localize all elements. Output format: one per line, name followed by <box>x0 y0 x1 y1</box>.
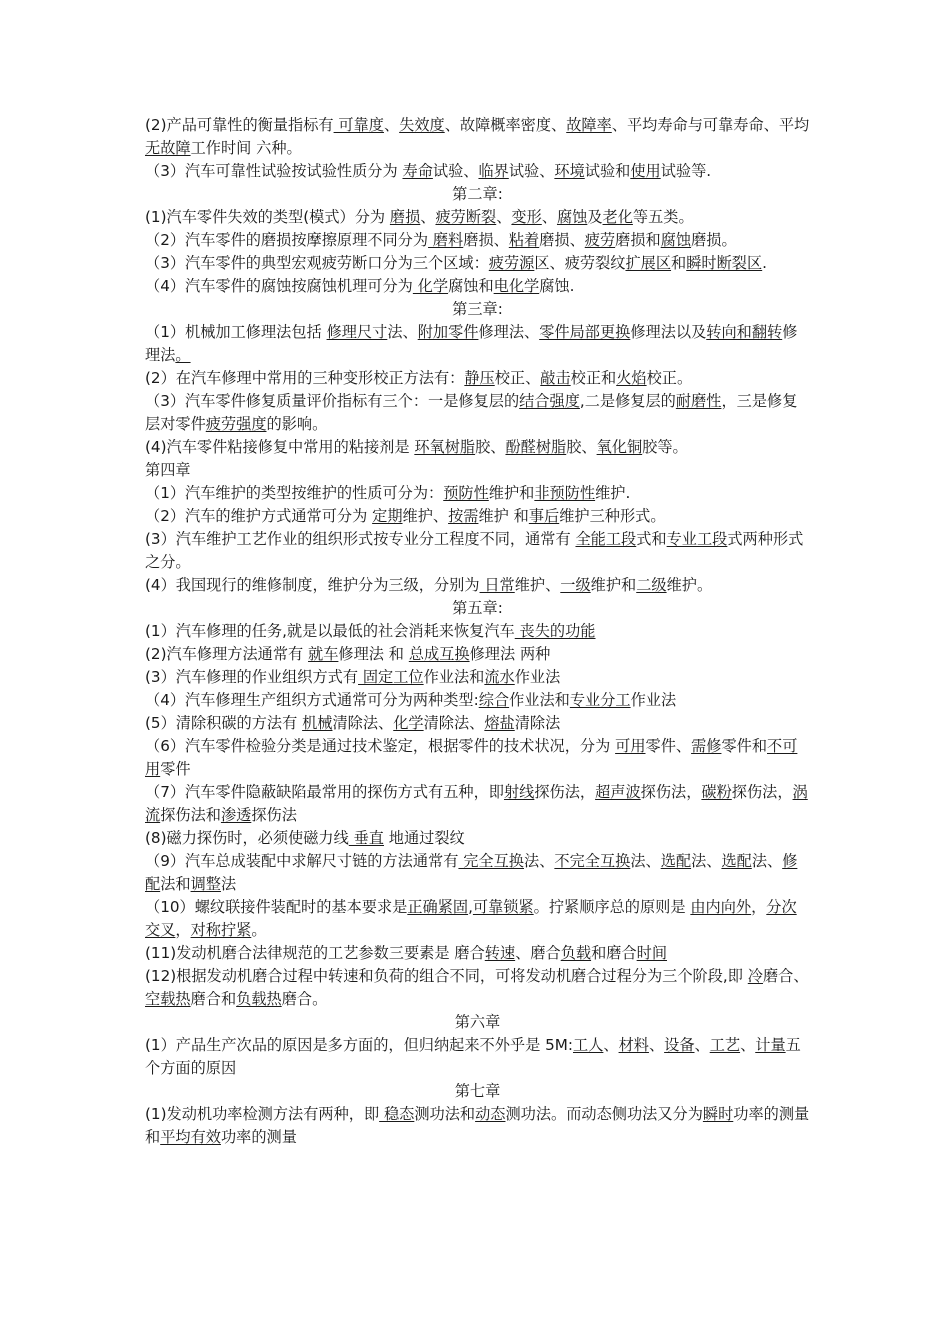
text-segment: 第七章 <box>454 1082 501 1100</box>
text-segment: 零件 <box>160 760 191 778</box>
underlined-answer: 化学 <box>393 714 424 732</box>
text-segment: 作业法和 <box>423 668 485 686</box>
text-line <box>145 689 810 712</box>
underlined-answer: 非预防性 <box>534 484 596 502</box>
text-segment: 修理法 和 <box>338 645 409 663</box>
text-line <box>145 1103 810 1149</box>
text-segment: 清除法、 <box>332 714 394 732</box>
text-segment: (4）我国现行的维修制度，维护分为三级，分别为 <box>145 576 480 594</box>
text-line <box>145 1034 810 1080</box>
underlined-answer: 流水 <box>484 668 515 686</box>
underlined-answer: 按需 <box>448 507 479 525</box>
text-segment: 、平均寿命与可靠寿命、平均 <box>611 116 810 134</box>
underlined-answer: 专业分工 <box>569 691 631 709</box>
text-segment: 第六章 <box>454 1013 501 1031</box>
text-segment: ，三是修复层对零件 <box>145 392 798 433</box>
text-segment: 第三章: <box>452 300 503 318</box>
underlined-answer: 稳态 <box>379 1105 415 1123</box>
text-segment: 、 <box>496 208 512 226</box>
text-line <box>145 482 810 505</box>
underlined-answer: 分次交叉 <box>145 898 797 939</box>
text-segment: 探伤法， <box>534 783 596 801</box>
text-segment: 磨合和 <box>190 990 237 1008</box>
text-segment: 和 <box>671 254 687 272</box>
text-segment: 第四章 <box>145 461 191 479</box>
text-segment: 法、 <box>524 852 555 870</box>
underlined-answer: 正确紧固 <box>407 898 469 916</box>
underlined-answer: 完全互换 <box>458 852 524 870</box>
underlined-answer: 结合强度 <box>519 392 580 410</box>
text-segment: 法、 <box>387 323 418 341</box>
text-segment: 维护 和 <box>478 507 529 525</box>
underlined-answer: 动态 <box>475 1105 506 1123</box>
underlined-answer: 磨损 <box>389 208 421 226</box>
underlined-answer: 可用 <box>615 737 646 755</box>
underlined-answer: 无故障 <box>145 139 191 157</box>
text-segment: 法和 <box>160 875 191 893</box>
text-segment: 第二章: <box>452 185 503 203</box>
chapter-heading <box>145 597 810 620</box>
text-segment: （9）汽车总成装配中求解尺寸链的方法通常有 <box>145 852 459 870</box>
underlined-answer: 氧化铜 <box>596 438 643 456</box>
text-segment: 作业法 <box>630 691 677 709</box>
underlined-answer: 电化学 <box>493 277 540 295</box>
underlined-answer: 变形 <box>511 208 542 226</box>
underlined-answer: 敲击 <box>540 369 571 387</box>
text-segment: （3）汽车零件的典型宏观疲劳断口分为三个区域： <box>145 254 489 272</box>
text-line <box>145 735 810 781</box>
text-segment: 试验、 <box>508 162 555 180</box>
text-segment: 测功法和 <box>414 1105 476 1123</box>
text-segment: 校正、 <box>494 369 541 387</box>
text-line <box>145 942 810 965</box>
underlined-answer: 对称拧紧 <box>190 921 252 939</box>
text-segment: 探伤法， <box>640 783 702 801</box>
underlined-answer: 需修 <box>691 737 722 755</box>
underlined-answer: 时间 <box>636 944 668 962</box>
text-segment: 维护、 <box>402 507 449 525</box>
text-line <box>145 367 810 390</box>
chapter-heading <box>145 1011 810 1034</box>
underlined-answer: 由内向外 <box>690 898 752 916</box>
underlined-answer: 丧失的功能 <box>514 622 596 640</box>
text-segment: 测功法。而动态侧功法又分为 <box>505 1105 703 1123</box>
text-segment: 式两种形式之分。 <box>145 530 804 571</box>
underlined-answer: 设备 <box>664 1036 695 1054</box>
text-segment: 清除法、 <box>423 714 485 732</box>
chapter-heading <box>145 298 810 321</box>
underlined-answer: 综合 <box>478 691 510 709</box>
text-segment: 零件和 <box>721 737 767 755</box>
underlined-answer: 事后 <box>528 507 560 525</box>
underlined-answer: 总成互换 <box>408 645 470 663</box>
text-segment: 胶、 <box>566 438 597 456</box>
underlined-answer: 转速 <box>484 944 516 962</box>
text-segment: 和磨合 <box>591 944 637 962</box>
underlined-answer: 腐蚀 <box>660 231 692 249</box>
underlined-answer: 全能工段 <box>575 530 637 548</box>
underlined-answer: 酚醛树脂 <box>505 438 567 456</box>
text-segment: （2）汽车的维护方式通常可分为 <box>145 507 373 525</box>
text-segment: 磨损、 <box>539 231 585 249</box>
underlined-answer: 涡流 <box>145 783 808 824</box>
underlined-answer: 。 <box>175 346 191 364</box>
text-line <box>145 666 810 689</box>
underlined-answer: 计量 <box>755 1036 786 1054</box>
underlined-answer: 负载热 <box>236 990 282 1008</box>
text-segment: 腐蚀和 <box>448 277 494 295</box>
underlined-answer: 超声波 <box>595 783 641 801</box>
underlined-answer: 疲劳 <box>584 231 616 249</box>
text-segment: 修理法 两种 <box>469 645 551 663</box>
text-segment: ， <box>175 921 191 939</box>
underlined-answer: 垂直 <box>348 829 384 847</box>
underlined-answer: 空载热 <box>145 990 191 1008</box>
underlined-answer: 粘着 <box>508 231 540 249</box>
text-segment: 零件、 <box>645 737 692 755</box>
text-segment: 胶、 <box>475 438 506 456</box>
text-line <box>145 321 810 367</box>
text-line <box>145 827 810 850</box>
text-segment: 、故障概率密度、 <box>444 116 567 134</box>
text-segment: 、 <box>541 208 557 226</box>
underlined-answer: 耐磨性 <box>675 392 722 410</box>
text-segment: 的影响。 <box>266 415 328 433</box>
underlined-answer: 可靠锁紧 <box>472 898 534 916</box>
underlined-answer: 瞬时 <box>702 1105 734 1123</box>
text-segment: 探伤法， <box>731 783 793 801</box>
text-segment: 五个方面的原因 <box>145 1036 801 1077</box>
underlined-answer: 定期 <box>372 507 403 525</box>
text-segment: （4）汽车零件的腐蚀按腐蚀机理可分为 <box>145 277 413 295</box>
underlined-answer: 不可用 <box>145 737 798 778</box>
text-line <box>145 160 810 183</box>
text-segment: 。拧紧顺序总的原则是 <box>533 898 691 916</box>
text-segment: 功率的测量 <box>220 1128 297 1146</box>
underlined-answer: 疲劳强度 <box>205 415 267 433</box>
underlined-answer: 选配 <box>721 852 752 870</box>
underlined-answer: 故障率 <box>566 116 612 134</box>
chapter-heading <box>145 183 810 206</box>
underlined-answer: 附加零件 <box>417 323 479 341</box>
underlined-answer: 熔盐 <box>484 714 515 732</box>
underlined-answer: 环氧树脂 <box>414 438 476 456</box>
underlined-answer: 瞬时断裂区 <box>686 254 763 272</box>
text-line <box>145 252 810 275</box>
underlined-answer: 平均有效 <box>160 1128 221 1146</box>
text-segment: 区、疲劳裂纹 <box>534 254 626 272</box>
text-segment: ， <box>751 898 767 916</box>
underlined-answer: 工艺 <box>709 1036 741 1054</box>
underlined-answer: 固定工位 <box>358 668 424 686</box>
underlined-answer: 预防性 <box>443 484 489 502</box>
text-segment: （1）机械加工修理法包括 <box>145 323 327 341</box>
text-line <box>145 643 810 666</box>
text-segment: (1）产品生产次品的原因是多方面的，但归纳起来不外乎是 5M: <box>145 1036 573 1054</box>
text-segment: （4）汽车修理生产组织方式通常可分为两种类型: <box>145 691 479 709</box>
underlined-answer: 碳粉 <box>701 783 732 801</box>
text-segment: 法、 <box>630 852 661 870</box>
text-segment: (12)根据发动机磨合过程中转速和负荷的组合不同，可将发动机磨合过程分为三个阶段,即 <box>145 967 748 985</box>
underlined-answer: 疲劳源 <box>488 254 535 272</box>
underlined-answer: 火焰 <box>616 369 647 387</box>
text-segment: (2)产品可靠性的衡量指标有 <box>145 116 334 134</box>
underlined-answer: 使用 <box>630 162 661 180</box>
text-segment: 第五章: <box>452 599 503 617</box>
text-segment: (3）汽车修理的作业组织方式有 <box>145 668 359 686</box>
document-body <box>145 114 810 1149</box>
underlined-answer: 腐蚀 <box>556 208 588 226</box>
underlined-answer: 静压 <box>464 369 495 387</box>
text-line <box>145 275 810 298</box>
text-segment: 维护和 <box>488 484 535 502</box>
text-segment: 校正和 <box>570 369 617 387</box>
text-segment: . <box>762 254 767 272</box>
text-segment: 清除法 <box>514 714 561 732</box>
text-line <box>145 528 810 574</box>
underlined-answer: 调整 <box>190 875 221 893</box>
text-segment: 及 <box>587 208 603 226</box>
underlined-answer: 临界 <box>478 162 509 180</box>
text-segment: 维护. <box>595 484 631 502</box>
text-segment: 试验和 <box>584 162 631 180</box>
text-segment: (11)发动机磨合法律规范的工艺参数三要素是 磨合 <box>145 944 485 962</box>
text-segment: 探伤法和 <box>160 806 221 824</box>
underlined-answer: 渗透 <box>220 806 252 824</box>
text-segment: 维护和 <box>590 576 637 594</box>
underlined-answer: 二级 <box>636 576 667 594</box>
text-line <box>145 712 810 735</box>
underlined-answer: 化学 <box>412 277 449 295</box>
text-segment: 、 <box>740 1036 756 1054</box>
text-segment: 功率的测量 和 <box>145 1105 810 1146</box>
text-segment: , <box>468 898 473 916</box>
text-line <box>145 206 810 229</box>
underlined-answer: 环境 <box>554 162 585 180</box>
text-segment: 法 <box>220 875 237 893</box>
text-line <box>145 574 810 597</box>
underlined-answer: 机械 <box>302 714 333 732</box>
text-line <box>145 850 810 896</box>
text-segment: ,二是修复层的 <box>579 392 676 410</box>
text-segment: 试验、 <box>432 162 479 180</box>
text-segment: 法、 <box>751 852 783 870</box>
text-segment: 磨合。 <box>281 990 328 1008</box>
text-segment: 、 <box>648 1036 665 1054</box>
text-segment: 磨损和 <box>615 231 661 249</box>
chapter-heading <box>145 1080 810 1103</box>
underlined-answer: 不完全互换 <box>554 852 631 870</box>
underlined-answer: 负载 <box>560 944 592 962</box>
text-segment: 。 <box>251 921 267 939</box>
text-segment: 试验等. <box>660 162 712 180</box>
text-segment: 式和 <box>636 530 667 548</box>
text-segment: 维护。 <box>666 576 713 594</box>
underlined-answer: 修理尺寸 <box>326 323 388 341</box>
text-segment: (2)汽车修理方法通常有 <box>145 645 309 663</box>
text-segment: （10）螺纹联接件装配时的基本要求是 <box>145 898 408 916</box>
text-line <box>145 965 810 1011</box>
text-segment: 修理法以及 <box>630 323 707 341</box>
underlined-answer: 就车 <box>308 645 339 663</box>
text-segment: 等五类。 <box>632 208 694 226</box>
underlined-answer: 疲劳断裂 <box>435 208 497 226</box>
underlined-answer: 磨料 <box>428 231 464 249</box>
underlined-answer: 失效度 <box>399 116 445 134</box>
text-segment: 腐蚀. <box>539 277 575 295</box>
text-line <box>145 114 810 160</box>
text-line <box>145 620 810 643</box>
text-segment: (1)汽车零件失效的类型(模式）分为 <box>145 208 390 226</box>
text-segment: 地通过裂纹 <box>383 829 465 847</box>
text-segment: (2）在汽车修理中常用的三种变形校正方法有： <box>145 369 465 387</box>
text-segment: (4)汽车零件粘接修复中常用的粘接剂是 <box>145 438 415 456</box>
text-segment: 探伤法 <box>251 806 297 824</box>
text-segment: (8)磁力探伤时，必须使磁力线 <box>145 829 349 847</box>
text-segment: 法、 <box>691 852 722 870</box>
text-segment: 、 <box>603 1036 619 1054</box>
text-segment: (5）清除积碳的方法有 <box>145 714 303 732</box>
text-segment: （3）汽车可靠性试验按试验性质分为 <box>145 162 403 180</box>
text-segment: 胶等。 <box>642 438 688 456</box>
text-segment: （2）汽车零件的磨损按摩擦原理不同分为 <box>145 231 429 249</box>
text-segment: 校正。 <box>646 369 693 387</box>
text-line <box>145 229 810 252</box>
underlined-answer: 可靠度 <box>333 116 384 134</box>
underlined-answer: 寿命 <box>402 162 433 180</box>
underlined-answer: 冷 <box>747 967 763 985</box>
text-segment: 、磨合 <box>515 944 561 962</box>
underlined-answer: 老化 <box>602 208 633 226</box>
underlined-answer: 扩展区 <box>625 254 672 272</box>
text-segment: 修理法、 <box>478 323 540 341</box>
text-line <box>145 459 810 482</box>
underlined-answer: 射线 <box>503 783 535 801</box>
text-segment: 磨合、 <box>762 967 809 985</box>
underlined-answer: 修配 <box>145 852 798 893</box>
text-segment: 维护、 <box>514 576 561 594</box>
text-line <box>145 436 810 459</box>
underlined-answer: 一级 <box>560 576 591 594</box>
underlined-answer: 工人 <box>573 1036 604 1054</box>
text-segment: 维护三种形式。 <box>559 507 666 525</box>
text-line <box>145 505 810 528</box>
text-segment: 作业法和 <box>509 691 570 709</box>
text-line <box>145 390 810 436</box>
text-segment: 修理法 <box>145 323 798 364</box>
text-segment: 、 <box>383 116 400 134</box>
text-segment: 磨损、 <box>463 231 509 249</box>
text-line <box>145 896 810 942</box>
text-segment: 工作时间 六种。 <box>190 139 302 157</box>
text-segment: （7）汽车零件隐蔽缺陷最常用的探伤方式有五种，即 <box>145 783 504 801</box>
text-segment: （3）汽车零件修复质量评价指标有三个：一是修复层的 <box>145 392 520 410</box>
text-segment: 磨损。 <box>691 231 737 249</box>
underlined-answer: 专业工段 <box>666 530 728 548</box>
underlined-answer: 选配 <box>660 852 692 870</box>
text-segment: (3）汽车维护工艺作业的组织形式按专业分工程度不同，通常有 <box>145 530 576 548</box>
text-segment: (1)发动机功率检测方法有两种，即 <box>145 1105 380 1123</box>
underlined-answer: 日常 <box>479 576 515 594</box>
text-segment: （6）汽车零件检验分类是通过技术鉴定，根据零件的技术状况，分为 <box>145 737 616 755</box>
text-segment: （1）汽车维护的类型按维护的性质可分为： <box>145 484 444 502</box>
underlined-answer: 转向和翻转 <box>706 323 783 341</box>
text-segment: (1）汽车修理的任务,就是以最低的社会消耗来恢复汽车 <box>145 622 515 640</box>
text-segment: 、 <box>694 1036 710 1054</box>
text-segment: 作业法 <box>514 668 561 686</box>
underlined-answer: 零件局部更换 <box>539 323 631 341</box>
underlined-answer: 材料 <box>618 1036 649 1054</box>
text-segment: 、 <box>420 208 436 226</box>
text-line <box>145 781 810 827</box>
